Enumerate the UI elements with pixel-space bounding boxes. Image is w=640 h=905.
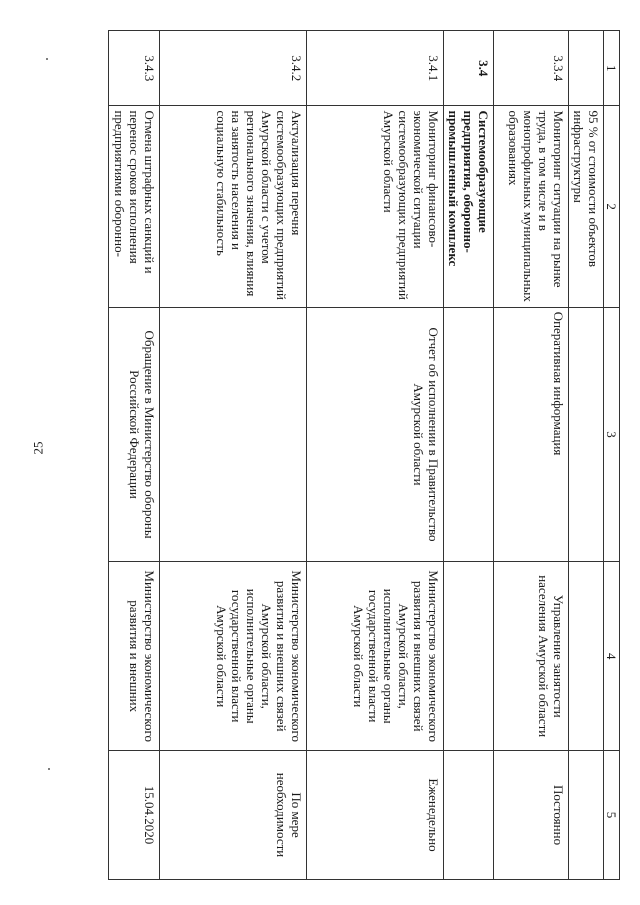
header-row <box>604 31 620 880</box>
section-row <box>444 31 494 880</box>
deadline-cell: По мере необходимости <box>160 751 307 880</box>
deadline-cell: Постоянно <box>494 751 569 880</box>
deadline-cell <box>444 751 494 880</box>
form-cell: Обращение в Министерство обороны Российской Федерации <box>109 307 160 562</box>
row-number: 3.3.4 <box>494 31 569 106</box>
row-number: 3.4.3 <box>109 31 160 106</box>
row-number <box>569 31 604 106</box>
header-cell: 5 <box>604 751 620 880</box>
section-title: Системообразующие предприятия, оборонно-промышленный комплекс <box>444 106 494 307</box>
responsible-cell: Министерство экономического развития и внешних <box>109 562 160 751</box>
table-row <box>160 31 307 880</box>
form-cell: Отчет об исполнении в Правительство Амурской области <box>307 307 444 562</box>
page-number: 25 <box>30 441 46 455</box>
table-row <box>569 31 604 880</box>
measure-cell: Мониторинг финансово-экономической ситуации системообразующих предприятий Амурской области <box>307 106 444 307</box>
header-cell: 4 <box>604 562 620 751</box>
form-cell <box>160 307 307 562</box>
table-row <box>109 31 160 880</box>
measure-cell: Отмена штрафных санкций и перенос сроков исполнения предприятиями оборонно- <box>109 106 160 307</box>
form-cell: Оперативная информация <box>494 307 569 562</box>
plan-table <box>108 30 620 880</box>
scan-speck <box>48 768 50 770</box>
header-cell: 2 <box>604 106 620 307</box>
responsible-cell: Министерство экономического развития и внешних связей Амурской области, исполнительные органы государственной власти Амурской области <box>307 562 444 751</box>
form-cell <box>444 307 494 562</box>
rotated-table-container <box>80 30 620 880</box>
table-row <box>307 31 444 880</box>
responsible-cell: Министерство экономического развития и внешних связей Амурской области, исполнительные органы государственной власти Амурской области <box>160 562 307 751</box>
scan-speck <box>46 58 48 60</box>
measure-cell: Мониторинг ситуации на рынке труда, в том числе и в монопрофильных муниципальных образованиях <box>494 106 569 307</box>
responsible-cell: Управление занятости населения Амурской области <box>494 562 569 751</box>
responsible-cell <box>444 562 494 751</box>
section-number: 3.4 <box>444 31 494 106</box>
measure-cell: Актуализация перечня системообразующих предприятий Амурской области с учетом регионального значения, влияния на занятость населения и социальную стабильность <box>160 106 307 307</box>
responsible-cell <box>569 562 604 751</box>
deadline-cell: Еженедельно <box>307 751 444 880</box>
form-cell <box>569 307 604 562</box>
table-row <box>494 31 569 880</box>
measure-cell: 95 % от стоимости объектов инфраструктуры <box>569 106 604 307</box>
header-cell: 1 <box>604 31 620 106</box>
deadline-cell <box>569 751 604 880</box>
row-number: 3.4.2 <box>160 31 307 106</box>
deadline-cell: 15.04.2020 <box>109 751 160 880</box>
header-cell: 3 <box>604 307 620 562</box>
row-number: 3.4.1 <box>307 31 444 106</box>
